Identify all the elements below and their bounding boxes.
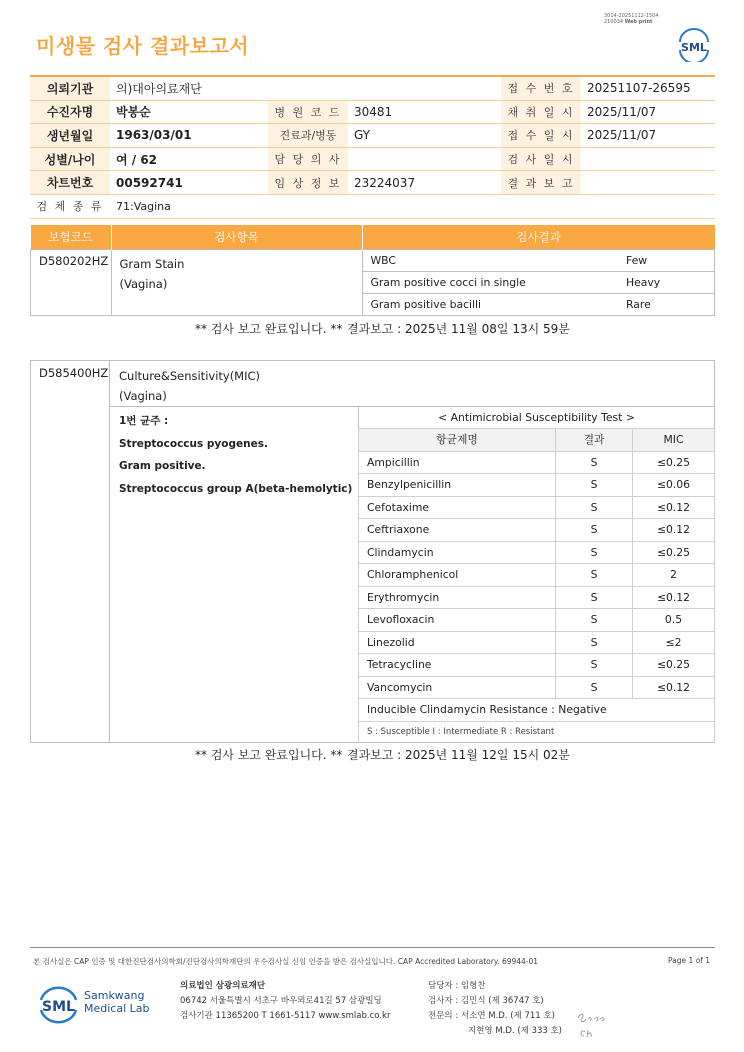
strain-label: 1번 균주 : [119, 415, 169, 427]
chart-label: 차트번호 [30, 171, 110, 195]
web-print-label: Web print [624, 19, 653, 25]
drug-name: Cefotaxime [359, 496, 556, 519]
collect-date-value: 2025/11/07 [581, 100, 715, 124]
drug-mic: ≤0.25 [633, 654, 715, 677]
drug-name: Tetracycline [359, 654, 556, 677]
drug-mic: 0.5 [633, 609, 715, 632]
birth-label: 생년월일 [30, 124, 110, 148]
drug-result: S [556, 586, 633, 609]
hospital-code-label: 병 원 코 드 [268, 100, 348, 124]
table-row [359, 474, 715, 497]
culture-item [119, 366, 260, 406]
drug-mic: ≤0.25 [633, 451, 715, 474]
culture-done-note: ** 검사 보고 완료입니다. ** [195, 748, 343, 762]
dept-value: GY [348, 124, 484, 148]
gram-row-value: Few [618, 250, 715, 272]
page-number: Page 1 of 1 [668, 956, 711, 965]
drug-result: S [556, 564, 633, 587]
receipt-date-value: 2025/11/07 [581, 124, 715, 148]
doctor-value [348, 147, 484, 171]
staff-info [428, 979, 562, 1039]
drug-name: Vancomycin [359, 676, 556, 699]
gram-row-name: WBC [362, 250, 618, 272]
logo-name-line1: Samkwang [84, 989, 145, 1002]
drug-name: Erythromycin [359, 586, 556, 609]
gram-row-name: Gram positive bacilli [362, 294, 618, 316]
staff2-label: 검사자 : [428, 996, 459, 1006]
col-insurance-code: 보험코드 [31, 225, 112, 250]
clinical-label: 임 상 정 보 [268, 171, 348, 195]
drug-mic: ≤0.12 [633, 676, 715, 699]
gram-report-time: 결과보고 : 2025년 11월 08일 13시 59분 [347, 322, 570, 336]
gram-row-name: Gram positive cocci in single [362, 272, 618, 294]
culture-item-name: Culture&Sensitivity(MIC) [119, 369, 261, 383]
drug-name: Levofloxacin [359, 609, 556, 632]
gram-stain-table [30, 225, 715, 316]
drug-mic: ≤0.06 [633, 474, 715, 497]
staff2-name: 김민식 (제 36747 호) [460, 996, 544, 1006]
drug-name: Ampicillin [359, 451, 556, 474]
table-row [359, 496, 715, 519]
chart-value: 00592741 [110, 171, 268, 195]
col-result: 결과 [556, 429, 633, 452]
sml-logo-text: SML [681, 41, 707, 54]
result-legend: S : Susceptible I : Intermediate R : Resistant [359, 721, 715, 743]
staff3-name: 서소연 M.D. (제 711 호) [460, 1011, 555, 1021]
sml-logo-icon [676, 28, 712, 62]
specimen-value: 71:Vagina [110, 194, 715, 218]
page-title: 미생물 검사 결과보고서 [36, 34, 250, 58]
name-value: 박봉순 [110, 100, 268, 124]
organism-name: Streptococcus pyogenes. [119, 437, 268, 450]
org-contact: 검사기관 11365200 T 1661-5117 www.smlab.co.kr [180, 1011, 391, 1021]
sexage-label: 성별/나이 [30, 147, 110, 171]
gram-code: D580202HZ [31, 250, 112, 316]
culture-item-specimen: (Vagina) [119, 389, 167, 403]
col-test-result: 검사결과 [362, 225, 715, 250]
report-label: 결 과 보 고 [501, 171, 581, 195]
receipt-no-label: 접 수 번 호 [501, 76, 581, 100]
dept-label: 진료과/병동 [268, 124, 348, 148]
gram-item-name: Gram Stain [119, 257, 185, 271]
sml-footer-logo-text: SML [42, 999, 75, 1015]
gram-item-specimen: (Vagina) [119, 277, 168, 291]
gram-row-value: Rare [618, 294, 715, 316]
staff1-name: 임형찬 [460, 981, 486, 991]
specimen-label: 검 체 종 류 [30, 194, 110, 218]
staff3-label: 전문의 : [428, 1011, 459, 1021]
drug-result: S [556, 609, 633, 632]
org-info [180, 979, 390, 1024]
drug-result: S [556, 519, 633, 542]
drug-mic: ≤0.12 [633, 519, 715, 542]
table-row [359, 654, 715, 677]
clinical-value: 23224037 [348, 171, 484, 195]
culture-report-time: 결과보고 : 2025년 11월 12일 15시 02분 [347, 748, 570, 762]
drug-result: S [556, 654, 633, 677]
drug-mic: ≤0.25 [633, 541, 715, 564]
table-row [359, 541, 715, 564]
drug-result: S [556, 474, 633, 497]
drug-result: S [556, 631, 633, 654]
culture-code: D585400HZ [39, 366, 109, 380]
test-date-value [581, 147, 715, 171]
table-row [359, 676, 715, 699]
logo-name-line2: Medical Lab [84, 1002, 150, 1015]
cap-note: 본 검사실은 CAP 인증 및 대한진단검사의학회/진단검사의학재단의 우수검사실 신임 인증을 받은 검사실입니다. CAP Accredited Laboratory. 69944-01 [33, 957, 539, 966]
drug-mic: ≤2 [633, 631, 715, 654]
gram-item [111, 250, 362, 316]
drug-result: S [556, 451, 633, 474]
organism-gram: Gram positive. [119, 460, 206, 472]
table-row [359, 451, 715, 474]
drug-result: S [556, 496, 633, 519]
organism-info [119, 410, 352, 500]
col-drug: 항균제명 [359, 429, 556, 452]
sml-footer-logo-icon [36, 983, 81, 1025]
receipt-date-label: 접 수 일 시 [501, 124, 581, 148]
sexage-value: 여 / 62 [110, 147, 268, 171]
organism-group: Streptococcus group A(beta-hemolytic) [119, 482, 353, 495]
table-row [359, 631, 715, 654]
drug-name: Ceftriaxone [359, 519, 556, 542]
drug-mic: ≤0.12 [633, 586, 715, 609]
staff1-label: 담당자 : [428, 981, 459, 991]
birth-value: 1963/03/01 [110, 124, 268, 148]
drug-name: Chloramphenicol [359, 564, 556, 587]
table-row [359, 519, 715, 542]
icr-result: Inducible Clindamycin Resistance : Negative [359, 699, 715, 722]
name-label: 수진자명 [30, 100, 110, 124]
signature-icon [575, 1010, 609, 1040]
print-code-line2: 210034 [604, 19, 624, 25]
drug-name: Benzylpenicillin [359, 474, 556, 497]
staff4-name: 지현영 M.D. (제 333 호) [468, 1026, 563, 1036]
report-value [581, 171, 715, 195]
drug-result: S [556, 541, 633, 564]
gram-done-note: ** 검사 보고 완료입니다. ** [195, 322, 343, 336]
receipt-no-value: 20251107-26595 [581, 76, 715, 100]
ast-table [358, 428, 715, 743]
ast-title: < Antimicrobial Susceptibility Test > [438, 411, 635, 424]
request-org-value: 의)대아의료재단 [110, 76, 501, 100]
table-row [359, 609, 715, 632]
company-logo-name [84, 989, 150, 1015]
gram-row-value: Heavy [618, 272, 715, 294]
print-code [604, 13, 674, 25]
collect-date-label: 채 취 일 시 [501, 100, 581, 124]
doctor-label: 담 당 의 사 [268, 147, 348, 171]
drug-mic: ≤0.12 [633, 496, 715, 519]
drug-result: S [556, 676, 633, 699]
drug-mic: 2 [633, 564, 715, 587]
request-org-label: 의뢰기관 [30, 76, 110, 100]
test-date-label: 검 사 일 시 [501, 147, 581, 171]
table-row [359, 564, 715, 587]
org-address: 06742 서울특별시 서초구 바우뫼로41길 57 삼광빌딩 [180, 996, 382, 1006]
org-name: 의료법인 삼광의료재단 [180, 981, 266, 991]
drug-name: Linezolid [359, 631, 556, 654]
hospital-code-value: 30481 [348, 100, 484, 124]
table-row [359, 586, 715, 609]
col-test-item: 검사항목 [111, 225, 362, 250]
culture-section [30, 360, 715, 743]
drug-name: Clindamycin [359, 541, 556, 564]
patient-info-table [30, 75, 715, 219]
col-mic: MIC [633, 429, 715, 452]
footer-divider [30, 947, 715, 948]
print-code-line1: 3014-20251112-1504 [604, 13, 659, 19]
